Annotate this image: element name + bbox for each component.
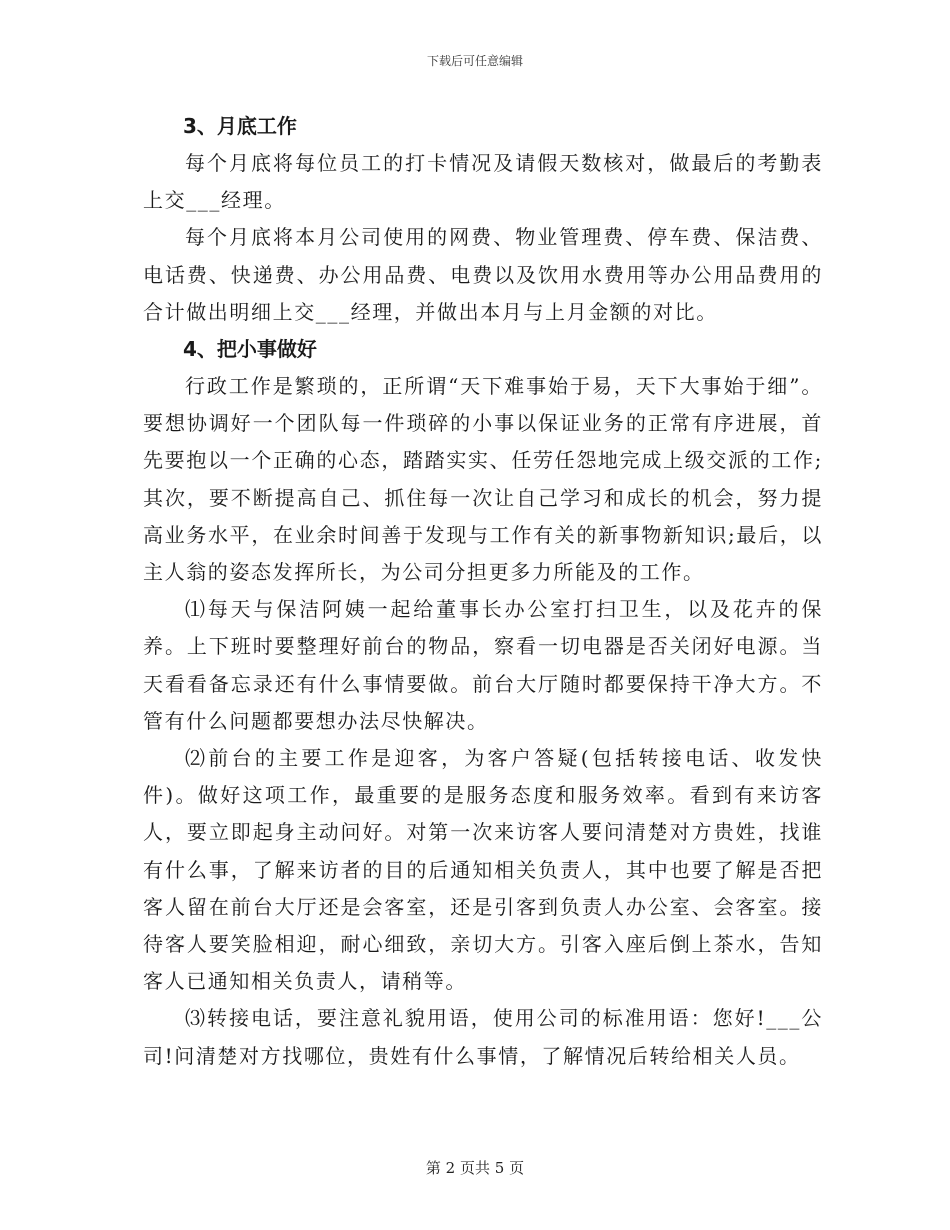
page-header: 下载后可任意编辑 bbox=[426, 54, 523, 68]
paragraph: ⑴每天与保洁阿姨一起给董事长办公室打扫卫生，以及花卉的保养。上下班时要整理好前台的物品，察看一切电器是否关闭好电源。当天看看备忘录还有什么事情要做。前台大厅随时都要保持干净大方。不管有什么问题都要想办法尽快解决。 bbox=[143, 597, 823, 733]
paragraph: 行政工作是繁琐的，正所谓“天下难事始于易，天下大事始于细”。要想协调好一个团队每一件琐碎的小事以保证业务的正常有序进展，首先要抱以一个正确的心态，踏踏实实、任劳任怨地完成上级交派的工作;其次，要不断提高自己、抓住每一次让自己学习和成长的机会，努力提高业务水平，在业余时间善于发现与工作有关的新事物新知识;最后，以主人翁的姿态发挥所长，为公司分担更多力所能及的工作。 bbox=[143, 374, 823, 585]
paragraph: ⑵前台的主要工作是迎客，为客户答疑(包括转接电话、收发快件)。做好这项工作，最重要的是服务态度和服务效率。看到有来访客人，要立即起身主动问好。对第一次来访客人要问清楚对方贵姓，找谁有什么事，了解来访者的目的后通知相关负责人，其中也要了解是否把客人留在前台大厅还是会客室，还是引客到负责人办公室、会客室。接待客人要笑脸相迎，耐心细致，亲切大方。引客入座后倒上茶水，告知客人已通知相关负责人，请稍等。 bbox=[143, 746, 823, 994]
paragraph: 每个月底将每位员工的打卡情况及请假天数核对，做最后的考勤表上交___经理。 bbox=[143, 151, 823, 213]
section-month-end-work bbox=[143, 108, 823, 331]
section-heading: 3、月底工作 bbox=[183, 114, 297, 138]
section-heading: 4、把小事做好 bbox=[183, 337, 317, 362]
section-do-small-things-well bbox=[143, 331, 823, 1075]
paragraph: ⑶转接电话，要注意礼貌用语，使用公司的标准用语：您好!___公司!问清楚对方找哪位，贵姓有什么事情，了解情况后转给相关人员。 bbox=[143, 1006, 823, 1068]
document-body bbox=[143, 108, 823, 1075]
paragraph: 每个月底将本月公司使用的网费、物业管理费、停车费、保洁费、电话费、快递费、办公用品费、电费以及饮用水费用等办公用品费用的合计做出明细上交___经理，并做出本月与上月金额的对比。 bbox=[143, 225, 823, 324]
page-footer: 第 2 页共 5 页 bbox=[425, 1159, 525, 1177]
